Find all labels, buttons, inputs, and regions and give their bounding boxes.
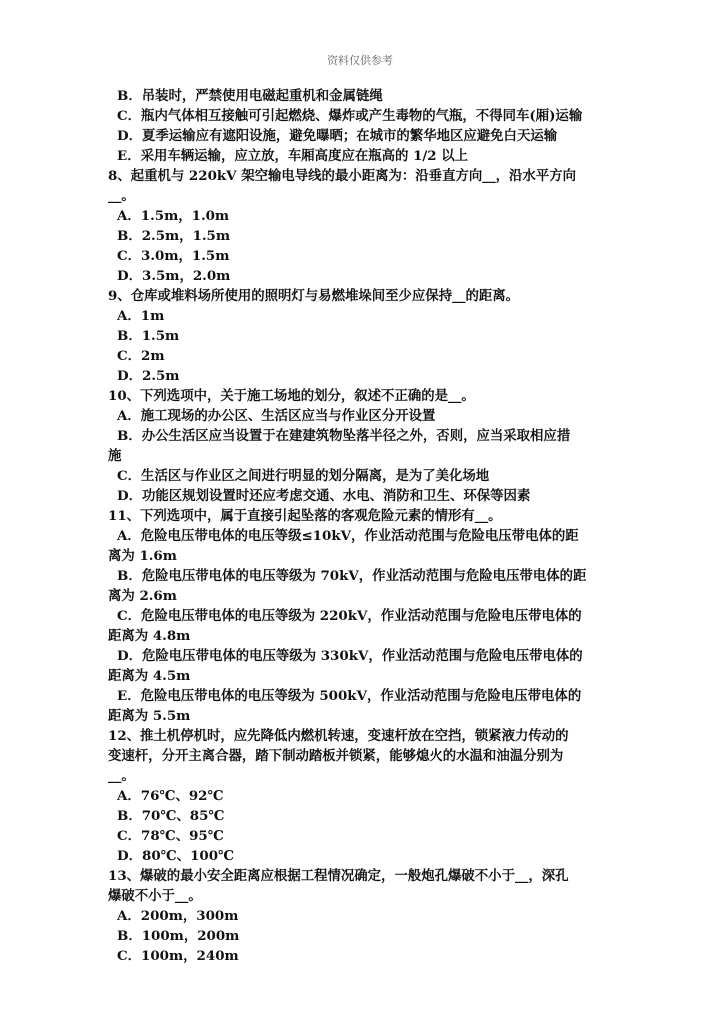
option-line: B．吊装时，严禁使用电磁起重机和金属链绳 [117,88,383,104]
continuation-line: 离为 2.6m [108,588,177,604]
option-line: D．80℃、100℃ [117,848,235,864]
option-line: B．70℃、85℃ [117,808,225,824]
continuation-line: 爆破不小于__。 [108,888,202,904]
option-line: B．危险电压带电体的电压等级为 70kV，作业活动范围与危险电压带电体的距 [117,568,587,584]
option-line: C．生活区与作业区之间进行明显的划分隔离，是为了美化场地 [117,468,490,484]
option-line: D．3.5m，2.0m [117,268,231,284]
question-line: 9、仓库或堆料场所使用的照明灯与易燃堆垛间至少应保持__的距离。 [108,288,520,304]
option-line: A．1.5m，1.0m [117,208,230,224]
question-line: 11、下列选项中，属于直接引起坠落的客观危险元素的情形有__。 [108,508,502,524]
option-line: A．1m [117,308,165,324]
option-line: C．危险电压带电体的电压等级为 220kV，作业活动范围与危险电压带电体的 [117,608,582,624]
option-line: C．瓶内气体相互接触可引起燃烧、爆炸或产生毒物的气瓶，不得同车(厢)运输 [117,108,583,124]
option-line: C．2m [117,348,165,364]
continuation-line: 施 [108,448,122,464]
continuation-line: 距离为 4.5m [108,668,191,684]
continuation-line: 变速杆，分开主离合器，踏下制动踏板并锁紧，能够熄火的水温和油温分别为 [108,748,564,764]
option-line: D．危险电压带电体的电压等级为 330kV，作业活动范围与危险电压带电体的 [117,648,583,664]
option-line: B．办公生活区应当设置于在建建筑物坠落半径之外，否则，应当采取相应措 [117,428,571,444]
option-line: C．100m，240m [117,948,239,964]
option-line: D．2.5m [117,368,180,384]
question-line: 10、下列选项中，关于施工场地的划分，叙述不正确的是__。 [108,388,475,404]
question-line: 8、起重机与 220kV 架空输电导线的最小距离为：沿垂直方向__，沿水平方向 [108,168,576,184]
continuation-line: 距离为 4.8m [108,628,191,644]
option-line: C．78℃、95℃ [117,828,224,844]
page-header: 资料仅供参考 [327,54,393,67]
option-line: A．200m，300m [117,908,239,924]
continuation-line: 距离为 5.5m [108,708,191,724]
option-line: E．危险电压带电体的电压等级为 500kV，作业活动范围与危险电压带电体的 [117,688,582,704]
option-line: B．1.5m [117,328,180,344]
option-line: D．功能区规划设置时还应考虑交通、水电、消防和卫生、环保等因素 [117,488,531,504]
continuation-line: __。 [108,188,135,204]
exam-content [108,86,616,966]
option-line: B．2.5m，1.5m [117,228,231,244]
option-line: C．3.0m，1.5m [117,248,230,264]
option-line: B．100m，200m [117,928,240,944]
option-line: A．施工现场的办公区、生活区应当与作业区分开设置 [117,408,436,424]
question-line: 12、推土机停机时，应先降低内燃机转速，变速杆放在空挡，锁紧液力传动的 [108,728,569,744]
option-line: E．采用车辆运输，应立放，车厢高度应在瓶高的 1/2 以上 [117,148,469,164]
option-line: A．76℃、92℃ [117,788,224,804]
continuation-line: __。 [108,768,135,784]
option-line: A．危险电压带电体的电压等级≤10kV，作业活动范围与危险电压带电体的距 [117,528,579,544]
option-line: D．夏季运输应有遮阳设施，避免曝晒；在城市的繁华地区应避免白天运输 [117,128,558,144]
continuation-line: 离为 1.6m [108,548,177,564]
question-line: 13、爆破的最小安全距离应根据工程情况确定，一般炮孔爆破不小于__，深孔 [108,868,569,884]
